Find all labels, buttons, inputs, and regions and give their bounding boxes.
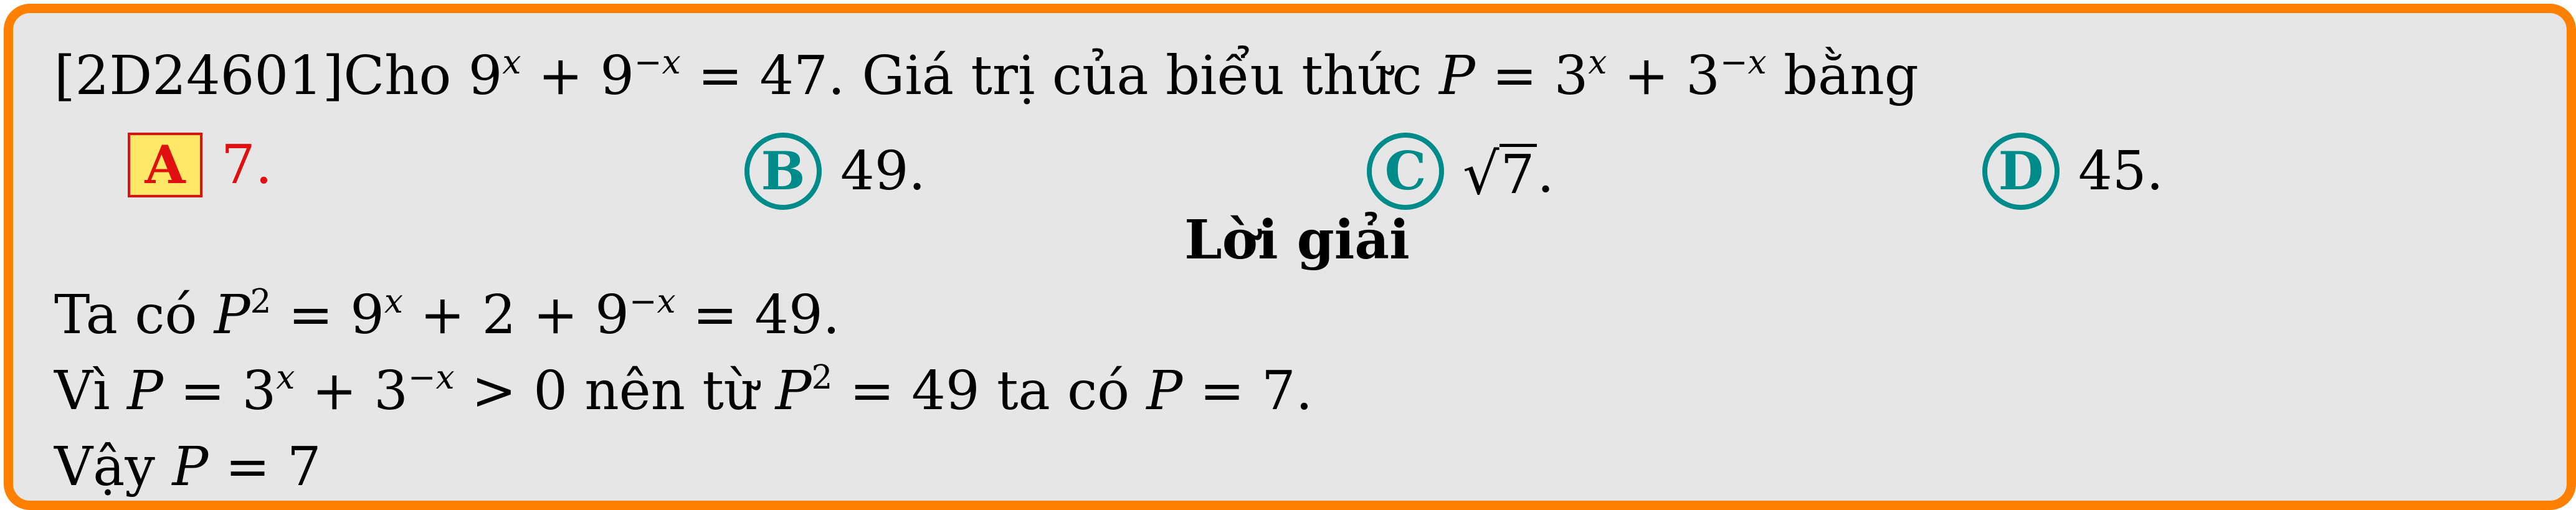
solution-line-2-end: . [1295,360,1313,422]
choice-a-label: A [128,133,202,197]
choice-b-label: B [744,133,822,210]
choice-d-label: D [1982,133,2060,210]
question-suffix: bằng [1766,45,1919,107]
choice-b[interactable] [744,133,926,210]
solution-line-1-math: $P^2 = 9^x + 2 + 9^{-x} = 49$. [214,281,840,346]
solution-title: Lời giải [1184,209,1410,272]
choice-d[interactable] [1982,133,2164,210]
solution-line-1 [54,281,840,346]
sqrt-symbol: √ [1463,140,1499,207]
solution-line-2-math-2: $P^2 = 49$ [775,357,980,422]
solution-line-2-mid-2: ta có [979,360,1147,422]
choice-c[interactable] [1367,133,1554,210]
choice-c-radicand: 7 [1499,144,1538,202]
solution-line-2-prefix: Vì [54,360,127,422]
question-stem [54,42,1919,107]
solution-line-3 [54,436,321,498]
question-code: [2D24601] [54,45,344,107]
solution-line-2 [54,357,1313,422]
target-expression: $P = 3^x + 3^{-x}$ [1439,42,1767,107]
question-middle: . Giá trị của biểu thức [827,45,1440,107]
solution-line-1-prefix: Ta có [54,284,214,346]
solution-line-2-math-1: $P = 3^x + 3^{-x} > 0$ [126,357,568,422]
question-prefix: Cho [343,45,468,107]
solution-line-2-mid: nên từ [568,360,776,422]
choice-c-value [1463,140,1554,207]
solution-line-3-math: P = 7 [172,436,321,498]
choice-c-period: . [1537,142,1554,205]
choice-a[interactable] [128,133,272,197]
choice-c-label: C [1367,133,1444,210]
choice-a-value: 7. [221,134,273,196]
solution-line-2-math-3: P = 7 [1146,360,1296,422]
choice-d-value: 45. [2078,140,2164,202]
question-frame [4,4,2576,510]
choice-b-value: 49. [840,140,926,202]
solution-line-3-prefix: Vậy [54,436,173,498]
given-equation: $9^x + 9^{-x} = 47$ [468,42,828,107]
